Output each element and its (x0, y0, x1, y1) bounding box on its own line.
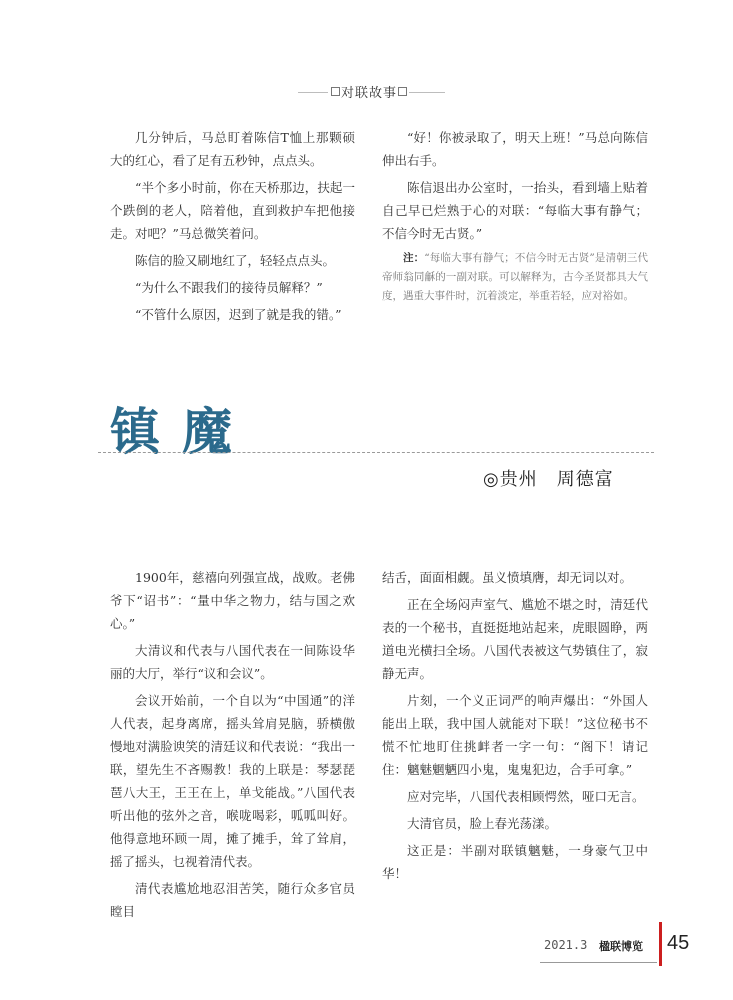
title-divider (98, 452, 654, 453)
article-column-left (110, 566, 355, 927)
footnote (382, 249, 648, 306)
article-title: 镇魔 (110, 403, 254, 461)
paragraph: 大清官员，脸上春光荡漾。 (407, 816, 558, 831)
paragraph: 这正是：半副对联镇魑魅，一身豪气卫中华！ (382, 843, 648, 881)
paragraph: 几分钟后，马总盯着陈信T恤上那颗硕大的红心，看了足有五秒钟，点点头。 (110, 130, 355, 168)
paragraph: 片刻，一个义正词严的响声爆出：“外国人能出上联，我中国人就能对下联！”这位秘书不慌不忙地盯住挑衅者一字一句：“阁下！请记住：魑魅魍魉四小鬼，鬼鬼犯边，合手可拿。” (382, 693, 648, 777)
footnote-label: 注： (403, 252, 425, 264)
section-header (0, 80, 733, 104)
magazine-name: 楹联博览 (599, 940, 643, 953)
paragraph: 应对完毕，八国代表相顾愕然，哑口无言。 (407, 789, 645, 804)
story-column-top-left (110, 126, 355, 330)
paragraph: 陈信退出办公室时，一抬头，看到墙上贴着自己早已烂熟于心的对联：“每临大事有静气；不信今时无古贤。” (382, 180, 648, 241)
footer-accent-bar (659, 922, 662, 966)
paragraph: 会议开始前，一个自以为“中国通”的洋人代表，起身离席，摇头耸肩晃脑，骄横傲慢地对满脸谀笑的清廷议和代表说：“我出一联，望先生不吝赐教！我的上联是：琴瑟琵琶八大王，王王在上，单戈能战。”八国代表听出他的弦外之音，喉咙喝彩，呱呱叫好。他得意地环顾一周，摊了摊手，耸了耸肩，摇了摇头，乜视着清代表。 (110, 693, 355, 869)
page-footer (540, 928, 690, 968)
article-column-right (382, 566, 648, 889)
header-rule-left (298, 92, 328, 93)
issue-number: 2021.3 (544, 938, 588, 952)
paragraph: 结舌，面面相觑。虽义愤填膺，却无词以对。 (382, 570, 633, 585)
section-title: 对联故事 (341, 86, 398, 101)
paragraph: 正在全场闷声室气、尴尬不堪之时，清廷代表的一个秘书，直挺挺地站起来，虎眼圆睁，两道电光横扫全场。八国代表被这气势镇住了，寂静无声。 (382, 597, 648, 681)
paragraph: “为什么不跟我们的接待员解释？” (135, 280, 323, 295)
paragraph: 1900年，慈禧向列强宣战，战败。老佛爷下“诏书”：“量中华之物力，结与国之欢心。” (110, 570, 355, 631)
page-number: 45 (667, 932, 690, 954)
paragraph: 清代表尴尬地忍泪苦笑，随行众多官员瞠目 (110, 881, 355, 919)
header-square-ornament-right (398, 87, 407, 96)
article-byline: ◎贵州 周德富 (483, 469, 614, 490)
story-column-top-right (382, 126, 648, 310)
header-rule-right (409, 92, 445, 93)
paragraph: “好！你被录取了，明天上班！”马总向陈信伸出右手。 (382, 130, 648, 168)
paragraph: 陈信的脸又刷地红了，轻轻点点头。 (135, 253, 336, 268)
paragraph: “不管什么原因，迟到了就是我的错。” (135, 307, 342, 322)
header-square-ornament-left (331, 87, 340, 96)
footer-rule (540, 962, 657, 963)
paragraph: “半个多小时前，你在天桥那边，扶起一个跌倒的老人，陪着他，直到救护车把他接走。对吧？”马总微笑着问。 (110, 180, 355, 241)
footnote-text: “每临大事有静气；不信今时无古贤”是清朝三代帝师翁同龢的一副对联。可以解释为，古今圣贤都具大气度，遇重大事件时，沉着淡定，举重若轻，应对裕如。 (382, 252, 648, 302)
paragraph: 大清议和代表与八国代表在一间陈设华丽的大厅，举行“议和会议”。 (110, 643, 355, 681)
